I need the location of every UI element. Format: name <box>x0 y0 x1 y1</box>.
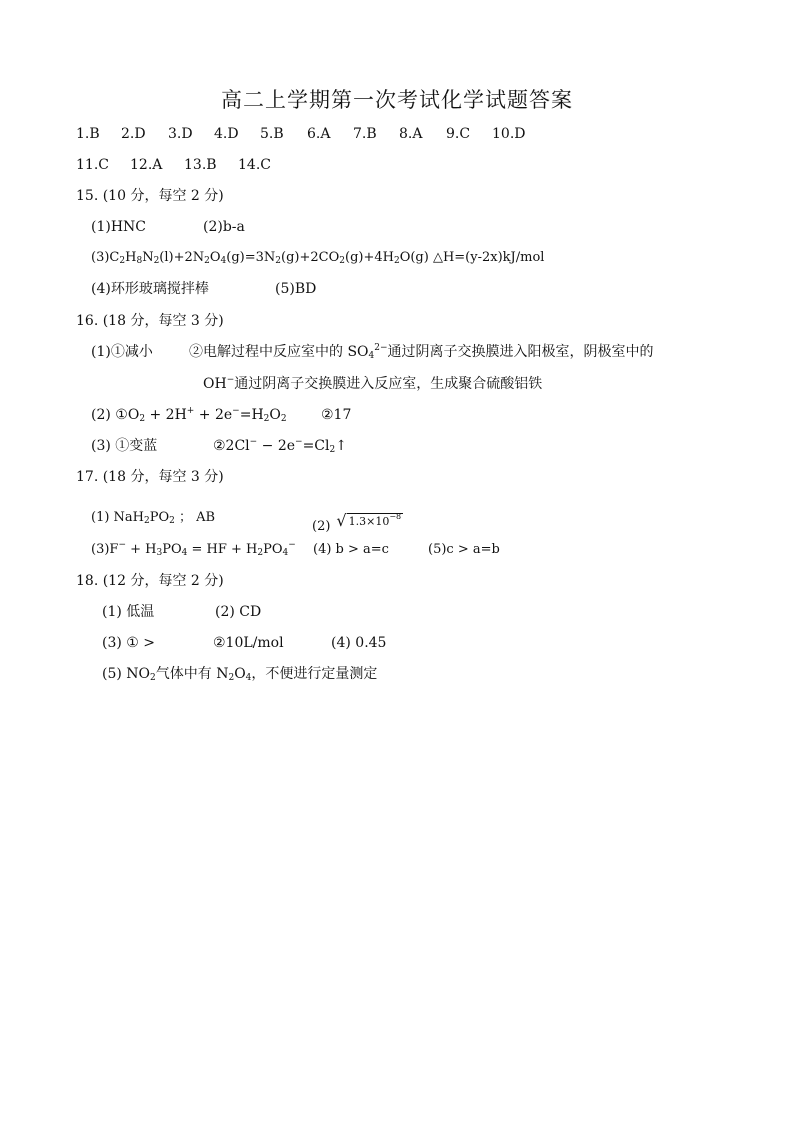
superscript: + <box>186 406 195 416</box>
text: − 2e <box>257 438 296 454</box>
text: (l)+2N <box>159 250 205 265</box>
text: (3)F <box>91 542 119 557</box>
q15-answer-5: (5)BD <box>275 281 317 297</box>
subscript: 4 <box>282 548 289 558</box>
q16-answer-1a: (1)①减小 <box>91 344 153 360</box>
mc-answer: 13.B <box>184 157 217 173</box>
q17-answer-2 <box>312 502 403 540</box>
mc-answer: 6.A <box>307 126 331 142</box>
mc-answer: 14.C <box>238 157 271 173</box>
mc-answer: 8.A <box>399 126 423 142</box>
text: ↑ <box>335 438 347 454</box>
q15-answer-2: (2)b-a <box>203 219 245 235</box>
superscript: − <box>288 540 296 550</box>
q18-answer-1: (1) 低温 <box>102 604 155 620</box>
mc-answer: 5.B <box>260 126 284 142</box>
q18-answer-3a: (3) ① > <box>102 635 156 651</box>
radicand <box>347 513 404 529</box>
q16-heading: 16. (18 分，每空 3 分) <box>76 313 224 329</box>
subscript: 4 <box>220 256 227 266</box>
superscript: − <box>118 540 126 550</box>
subscript: 2 <box>228 673 235 683</box>
text: O <box>269 407 281 423</box>
subscript: 2 <box>119 256 126 266</box>
text: (2) ①O <box>91 407 140 423</box>
superscript: 2− <box>374 343 388 353</box>
q16-answer-2a <box>91 405 287 425</box>
superscript: − <box>249 437 258 447</box>
mc-answer: 11.C <box>76 157 109 173</box>
superscript: −8 <box>389 512 402 521</box>
superscript: − <box>226 375 235 385</box>
text: O <box>234 666 246 682</box>
text: 通过阴离子交换膜进入阳极室，阴极室中的 <box>387 344 654 360</box>
text: (5) NO <box>102 666 151 682</box>
subscript: 2 <box>150 673 156 683</box>
q16-answer-3a: (3) ①变蓝 <box>91 438 158 454</box>
superscript: − <box>232 406 240 416</box>
superscript: − <box>295 437 303 447</box>
text: + H <box>125 542 157 557</box>
subscript: 3 <box>156 548 163 558</box>
text: + 2e <box>194 407 233 423</box>
q17-answer-3 <box>91 540 296 560</box>
text: O <box>209 250 221 265</box>
text: 通过阴离子交换膜进入反应室，生成聚合硫酸铝铁 <box>234 376 543 392</box>
text: ，不便进行定量测定 <box>251 666 378 682</box>
text: H <box>125 250 137 265</box>
text: PO <box>149 510 170 525</box>
subscript: 2 <box>263 414 270 424</box>
subscript: 2 <box>169 516 175 526</box>
radical-sign-icon: √ <box>336 511 347 530</box>
text: PO <box>162 542 182 557</box>
text: (g)+2CO <box>281 250 340 265</box>
q18-answer-2: (2) CD <box>215 604 262 620</box>
q15-answer-4: (4)环形玻璃搅拌棒 <box>91 281 209 297</box>
text: =Cl <box>302 438 330 454</box>
square-root-expression <box>336 513 403 529</box>
q18-answer-4: (4) 0.45 <box>331 635 387 651</box>
subscript: 2 <box>280 414 287 424</box>
text: (g)+4H <box>345 250 394 265</box>
text: + 2H <box>145 407 187 423</box>
subscript: 2 <box>257 548 264 558</box>
q18-heading: 18. (12 分，每空 2 分) <box>76 573 224 589</box>
subscript: 2 <box>139 414 146 424</box>
mc-answer: 2.D <box>121 126 146 142</box>
mc-answer: 10.D <box>492 126 526 142</box>
q15-answer-3 <box>91 248 544 268</box>
subscript: 4 <box>181 548 188 558</box>
text: ； AB <box>174 510 216 525</box>
page-title: 高二上学期第一次考试化学试题答案 <box>221 88 573 112</box>
q17-answer-4: (4) b > a=c <box>313 542 389 557</box>
subscript: 2 <box>153 256 160 266</box>
q17-heading: 17. (18 分，每空 3 分) <box>76 469 224 485</box>
subscript: 2 <box>329 445 336 455</box>
text: (3)C <box>91 250 120 265</box>
text: O(g) △H=(y-2x)kJ/mol <box>399 250 545 265</box>
subscript: 2 <box>144 516 150 526</box>
subscript: 2 <box>204 256 210 266</box>
text: OH <box>203 376 227 392</box>
q16-answer-1b-continued <box>203 374 542 394</box>
text: 1.3×10 <box>348 515 390 528</box>
mc-answer: 1.B <box>76 126 100 142</box>
subscript: 4 <box>245 673 252 683</box>
mc-answer: 7.B <box>353 126 377 142</box>
q16-answer-2b: ②17 <box>321 407 352 423</box>
subscript: 8 <box>136 256 143 266</box>
text: PO <box>263 542 283 557</box>
text: = HF + H <box>187 542 258 557</box>
q16-answer-3b <box>213 436 347 456</box>
q15-answer-1: (1)HNC <box>91 219 147 235</box>
q18-answer-3b: ②10L/mol <box>213 635 284 651</box>
q16-answer-1b <box>189 342 654 362</box>
mc-answer: 12.A <box>130 157 163 173</box>
subscript: 4 <box>368 351 375 361</box>
q17-answer-1 <box>91 508 215 528</box>
subscript: 2 <box>275 256 282 266</box>
text: (1) NaH <box>91 510 145 525</box>
subscript: 2 <box>393 256 400 266</box>
text: ②电解过程中反应室中的 SO <box>189 344 369 360</box>
mc-answer: 4.D <box>214 126 239 142</box>
text: N <box>142 250 154 265</box>
text: =H <box>239 407 264 423</box>
q15-heading: 15. (10 分，每空 2 分) <box>76 188 224 204</box>
text: (g)=3N <box>226 250 276 265</box>
subscript: 2 <box>339 256 345 266</box>
q18-answer-5 <box>102 664 377 684</box>
mc-answer: 3.D <box>168 126 193 142</box>
text: 气体中有 N <box>155 666 229 682</box>
mc-answer: 9.C <box>446 126 471 142</box>
q17-answer-5: (5)c > a=b <box>428 542 500 557</box>
answer-label: (2) <box>312 519 331 534</box>
text: ②2Cl <box>213 438 250 454</box>
